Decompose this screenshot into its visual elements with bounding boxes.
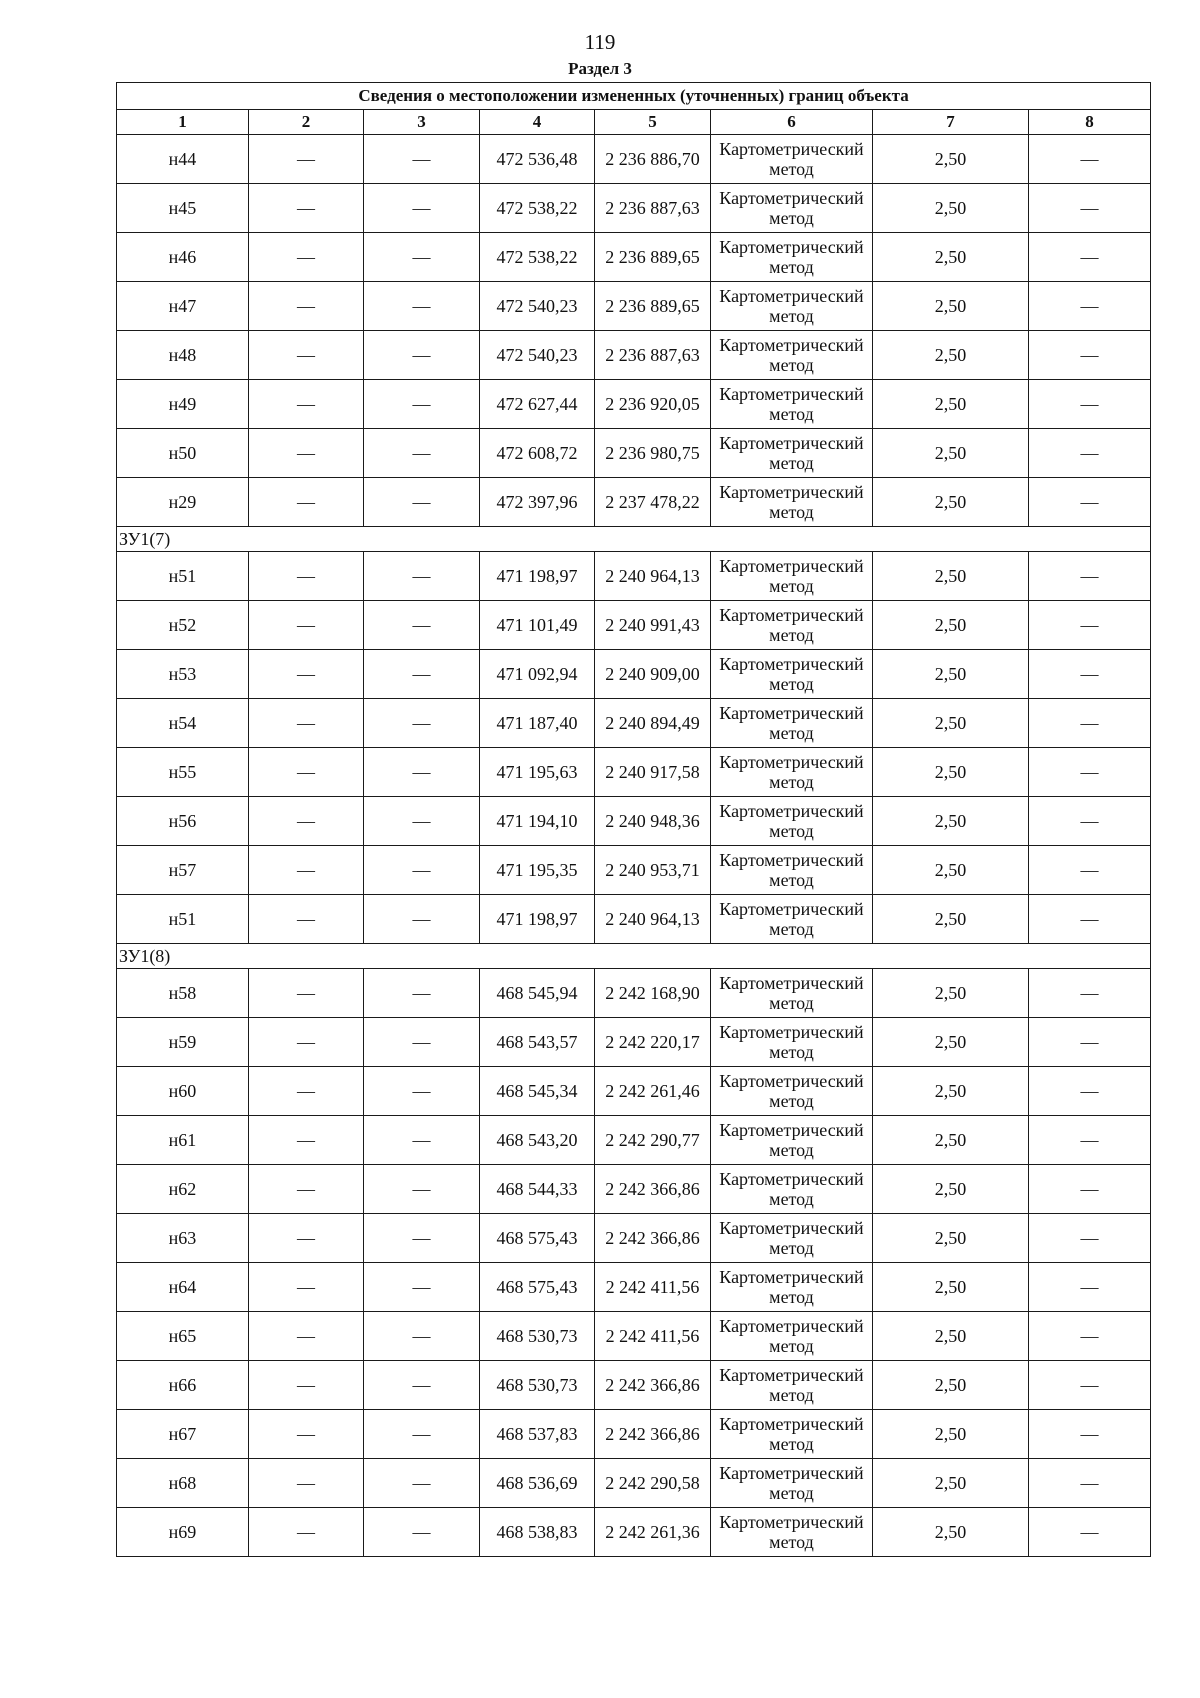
table-row [117, 699, 1151, 748]
point-id-cell: н58 [117, 969, 249, 1018]
column-2-cell: — [249, 552, 364, 601]
table-row [117, 380, 1151, 429]
x-coordinate-cell: 471 187,40 [480, 699, 595, 748]
x-coordinate-cell: 472 608,72 [480, 429, 595, 478]
column-3-cell: — [364, 1116, 480, 1165]
table-row [117, 429, 1151, 478]
method-cell: Картометрический метод [711, 1263, 873, 1312]
table-row [117, 184, 1151, 233]
table-row [117, 1312, 1151, 1361]
column-8-cell: — [1029, 797, 1151, 846]
accuracy-cell: 2,50 [873, 429, 1029, 478]
y-coordinate-cell: 2 242 411,56 [595, 1263, 711, 1312]
column-2-cell: — [249, 895, 364, 944]
y-coordinate-cell: 2 242 366,86 [595, 1361, 711, 1410]
method-cell: Картометрический метод [711, 135, 873, 184]
y-coordinate-cell: 2 236 889,65 [595, 282, 711, 331]
method-cell: Картометрический метод [711, 331, 873, 380]
point-id-cell: н44 [117, 135, 249, 184]
y-coordinate-cell: 2 242 261,46 [595, 1067, 711, 1116]
column-8-cell: — [1029, 1067, 1151, 1116]
point-id-cell: н68 [117, 1459, 249, 1508]
column-8-cell: — [1029, 1018, 1151, 1067]
page-number: 119 [584, 30, 616, 54]
accuracy-cell: 2,50 [873, 478, 1029, 527]
column-8-cell: — [1029, 184, 1151, 233]
method-cell: Картометрический метод [711, 699, 873, 748]
accuracy-cell: 2,50 [873, 895, 1029, 944]
column-2-cell: — [249, 650, 364, 699]
y-coordinate-cell: 2 237 478,22 [595, 478, 711, 527]
x-coordinate-cell: 468 575,43 [480, 1214, 595, 1263]
x-coordinate-cell: 468 575,43 [480, 1263, 595, 1312]
column-2-cell: — [249, 1508, 364, 1557]
column-2-cell: — [249, 1263, 364, 1312]
table-row [117, 1508, 1151, 1557]
x-coordinate-cell: 472 538,22 [480, 184, 595, 233]
y-coordinate-cell: 2 240 909,00 [595, 650, 711, 699]
method-cell: Картометрический метод [711, 1214, 873, 1263]
table-row [117, 1410, 1151, 1459]
column-3-cell: — [364, 748, 480, 797]
accuracy-cell: 2,50 [873, 748, 1029, 797]
point-id-cell: н63 [117, 1214, 249, 1263]
column-2-cell: — [249, 478, 364, 527]
column-2-cell: — [249, 184, 364, 233]
method-cell: Картометрический метод [711, 282, 873, 331]
x-coordinate-cell: 471 198,97 [480, 895, 595, 944]
accuracy-cell: 2,50 [873, 1312, 1029, 1361]
column-3-cell: — [364, 233, 480, 282]
column-2-cell: — [249, 1165, 364, 1214]
column-8-cell: — [1029, 1263, 1151, 1312]
accuracy-cell: 2,50 [873, 797, 1029, 846]
column-8-cell: — [1029, 380, 1151, 429]
method-cell: Картометрический метод [711, 650, 873, 699]
column-8-cell: — [1029, 429, 1151, 478]
method-cell: Картометрический метод [711, 748, 873, 797]
x-coordinate-cell: 468 543,57 [480, 1018, 595, 1067]
y-coordinate-cell: 2 242 290,77 [595, 1116, 711, 1165]
column-8-cell: — [1029, 1459, 1151, 1508]
accuracy-cell: 2,50 [873, 601, 1029, 650]
y-coordinate-cell: 2 242 366,86 [595, 1214, 711, 1263]
column-header: 3 [364, 110, 480, 135]
point-id-cell: н46 [117, 233, 249, 282]
y-coordinate-cell: 2 242 168,90 [595, 969, 711, 1018]
x-coordinate-cell: 472 627,44 [480, 380, 595, 429]
point-id-cell: н57 [117, 846, 249, 895]
table-row [117, 797, 1151, 846]
method-cell: Картометрический метод [711, 895, 873, 944]
table-row [117, 233, 1151, 282]
accuracy-cell: 2,50 [873, 846, 1029, 895]
method-cell: Картометрический метод [711, 429, 873, 478]
y-coordinate-cell: 2 240 964,13 [595, 895, 711, 944]
x-coordinate-cell: 471 195,63 [480, 748, 595, 797]
column-8-cell: — [1029, 601, 1151, 650]
point-id-cell: н67 [117, 1410, 249, 1459]
y-coordinate-cell: 2 242 290,58 [595, 1459, 711, 1508]
point-id-cell: н66 [117, 1361, 249, 1410]
table-row [117, 1116, 1151, 1165]
column-3-cell: — [364, 1410, 480, 1459]
column-2-cell: — [249, 1312, 364, 1361]
column-8-cell: — [1029, 135, 1151, 184]
column-2-cell: — [249, 846, 364, 895]
table-body [117, 135, 1151, 1557]
method-cell: Картометрический метод [711, 1361, 873, 1410]
x-coordinate-cell: 468 530,73 [480, 1312, 595, 1361]
column-3-cell: — [364, 135, 480, 184]
column-2-cell: — [249, 233, 364, 282]
point-id-cell: н60 [117, 1067, 249, 1116]
accuracy-cell: 2,50 [873, 184, 1029, 233]
accuracy-cell: 2,50 [873, 1361, 1029, 1410]
point-id-cell: н69 [117, 1508, 249, 1557]
column-2-cell: — [249, 1214, 364, 1263]
group-header-row [117, 944, 1151, 969]
x-coordinate-cell: 471 092,94 [480, 650, 595, 699]
x-coordinate-cell: 472 397,96 [480, 478, 595, 527]
x-coordinate-cell: 468 537,83 [480, 1410, 595, 1459]
accuracy-cell: 2,50 [873, 282, 1029, 331]
accuracy-cell: 2,50 [873, 1165, 1029, 1214]
column-8-cell: — [1029, 1165, 1151, 1214]
y-coordinate-cell: 2 236 889,65 [595, 233, 711, 282]
y-coordinate-cell: 2 240 991,43 [595, 601, 711, 650]
method-cell: Картометрический метод [711, 601, 873, 650]
point-id-cell: н51 [117, 895, 249, 944]
column-8-cell: — [1029, 233, 1151, 282]
column-2-cell: — [249, 601, 364, 650]
column-8-cell: — [1029, 969, 1151, 1018]
column-3-cell: — [364, 1018, 480, 1067]
table-row [117, 1263, 1151, 1312]
accuracy-cell: 2,50 [873, 331, 1029, 380]
accuracy-cell: 2,50 [873, 1459, 1029, 1508]
accuracy-cell: 2,50 [873, 1018, 1029, 1067]
y-coordinate-cell: 2 240 964,13 [595, 552, 711, 601]
x-coordinate-cell: 472 540,23 [480, 282, 595, 331]
column-3-cell: — [364, 895, 480, 944]
table-row [117, 331, 1151, 380]
column-3-cell: — [364, 699, 480, 748]
method-cell: Картометрический метод [711, 797, 873, 846]
method-cell: Картометрический метод [711, 969, 873, 1018]
column-3-cell: — [364, 969, 480, 1018]
table-row [117, 895, 1151, 944]
table-row [117, 282, 1151, 331]
table-row [117, 1214, 1151, 1263]
table-row [117, 478, 1151, 527]
method-cell: Картометрический метод [711, 478, 873, 527]
point-id-cell: н64 [117, 1263, 249, 1312]
method-cell: Картометрический метод [711, 380, 873, 429]
column-3-cell: — [364, 1067, 480, 1116]
x-coordinate-cell: 471 194,10 [480, 797, 595, 846]
column-2-cell: — [249, 699, 364, 748]
accuracy-cell: 2,50 [873, 1116, 1029, 1165]
column-2-cell: — [249, 282, 364, 331]
x-coordinate-cell: 468 545,34 [480, 1067, 595, 1116]
method-cell: Картометрический метод [711, 1165, 873, 1214]
column-header: 5 [595, 110, 711, 135]
y-coordinate-cell: 2 242 220,17 [595, 1018, 711, 1067]
method-cell: Картометрический метод [711, 1508, 873, 1557]
x-coordinate-cell: 468 545,94 [480, 969, 595, 1018]
point-id-cell: н54 [117, 699, 249, 748]
land-plot-label: ЗУ1(8) [117, 944, 1151, 969]
method-cell: Картометрический метод [711, 1018, 873, 1067]
column-2-cell: — [249, 380, 364, 429]
column-8-cell: — [1029, 282, 1151, 331]
column-3-cell: — [364, 331, 480, 380]
point-id-cell: н48 [117, 331, 249, 380]
column-8-cell: — [1029, 1508, 1151, 1557]
table-row [117, 601, 1151, 650]
accuracy-cell: 2,50 [873, 1508, 1029, 1557]
y-coordinate-cell: 2 240 953,71 [595, 846, 711, 895]
column-2-cell: — [249, 331, 364, 380]
column-3-cell: — [364, 1214, 480, 1263]
x-coordinate-cell: 468 536,69 [480, 1459, 595, 1508]
table-row [117, 748, 1151, 797]
x-coordinate-cell: 468 538,83 [480, 1508, 595, 1557]
table-row [117, 846, 1151, 895]
method-cell: Картометрический метод [711, 184, 873, 233]
column-header: 6 [711, 110, 873, 135]
method-cell: Картометрический метод [711, 1067, 873, 1116]
x-coordinate-cell: 471 198,97 [480, 552, 595, 601]
y-coordinate-cell: 2 242 366,86 [595, 1410, 711, 1459]
section-title: Раздел 3 [568, 59, 632, 78]
x-coordinate-cell: 468 543,20 [480, 1116, 595, 1165]
y-coordinate-cell: 2 236 887,63 [595, 184, 711, 233]
column-8-cell: — [1029, 1361, 1151, 1410]
y-coordinate-cell: 2 236 887,63 [595, 331, 711, 380]
x-coordinate-cell: 472 536,48 [480, 135, 595, 184]
boundary-coordinates-table [116, 82, 1151, 1557]
column-3-cell: — [364, 552, 480, 601]
y-coordinate-cell: 2 242 411,56 [595, 1312, 711, 1361]
table-row [117, 1165, 1151, 1214]
accuracy-cell: 2,50 [873, 1263, 1029, 1312]
column-3-cell: — [364, 429, 480, 478]
land-plot-label: ЗУ1(7) [117, 527, 1151, 552]
accuracy-cell: 2,50 [873, 233, 1029, 282]
method-cell: Картометрический метод [711, 1116, 873, 1165]
point-id-cell: н45 [117, 184, 249, 233]
x-coordinate-cell: 472 540,23 [480, 331, 595, 380]
column-2-cell: — [249, 797, 364, 846]
table-row [117, 552, 1151, 601]
point-id-cell: н49 [117, 380, 249, 429]
point-id-cell: н62 [117, 1165, 249, 1214]
column-3-cell: — [364, 797, 480, 846]
column-2-cell: — [249, 1410, 364, 1459]
column-8-cell: — [1029, 478, 1151, 527]
column-8-cell: — [1029, 699, 1151, 748]
method-cell: Картометрический метод [711, 1410, 873, 1459]
column-3-cell: — [364, 282, 480, 331]
accuracy-cell: 2,50 [873, 135, 1029, 184]
column-3-cell: — [364, 1312, 480, 1361]
method-cell: Картометрический метод [711, 552, 873, 601]
accuracy-cell: 2,50 [873, 1214, 1029, 1263]
y-coordinate-cell: 2 240 894,49 [595, 699, 711, 748]
method-cell: Картометрический метод [711, 1459, 873, 1508]
accuracy-cell: 2,50 [873, 1410, 1029, 1459]
table-row [117, 650, 1151, 699]
column-3-cell: — [364, 184, 480, 233]
column-2-cell: — [249, 135, 364, 184]
point-id-cell: н51 [117, 552, 249, 601]
column-8-cell: — [1029, 895, 1151, 944]
column-header: 8 [1029, 110, 1151, 135]
point-id-cell: н61 [117, 1116, 249, 1165]
point-id-cell: н59 [117, 1018, 249, 1067]
column-2-cell: — [249, 1459, 364, 1508]
column-8-cell: — [1029, 1410, 1151, 1459]
column-3-cell: — [364, 1361, 480, 1410]
table-row [117, 969, 1151, 1018]
table-caption: Сведения о местоположении измененных (уточненных) границ объекта [117, 83, 1151, 110]
table-header-row [117, 110, 1151, 135]
table-row [117, 1361, 1151, 1410]
column-3-cell: — [364, 478, 480, 527]
accuracy-cell: 2,50 [873, 1067, 1029, 1116]
x-coordinate-cell: 471 195,35 [480, 846, 595, 895]
column-3-cell: — [364, 650, 480, 699]
point-id-cell: н47 [117, 282, 249, 331]
point-id-cell: н29 [117, 478, 249, 527]
column-3-cell: — [364, 846, 480, 895]
column-2-cell: — [249, 1067, 364, 1116]
table-row [117, 135, 1151, 184]
accuracy-cell: 2,50 [873, 380, 1029, 429]
table-row [117, 1459, 1151, 1508]
table-row [117, 1067, 1151, 1116]
column-2-cell: — [249, 748, 364, 797]
y-coordinate-cell: 2 236 886,70 [595, 135, 711, 184]
y-coordinate-cell: 2 240 917,58 [595, 748, 711, 797]
y-coordinate-cell: 2 242 366,86 [595, 1165, 711, 1214]
column-8-cell: — [1029, 331, 1151, 380]
column-8-cell: — [1029, 650, 1151, 699]
column-2-cell: — [249, 1361, 364, 1410]
method-cell: Картометрический метод [711, 1312, 873, 1361]
column-8-cell: — [1029, 748, 1151, 797]
column-header: 4 [480, 110, 595, 135]
column-2-cell: — [249, 1018, 364, 1067]
y-coordinate-cell: 2 242 261,36 [595, 1508, 711, 1557]
column-2-cell: — [249, 429, 364, 478]
y-coordinate-cell: 2 236 920,05 [595, 380, 711, 429]
x-coordinate-cell: 468 530,73 [480, 1361, 595, 1410]
column-header: 1 [117, 110, 249, 135]
column-3-cell: — [364, 1165, 480, 1214]
point-id-cell: н52 [117, 601, 249, 650]
point-id-cell: н65 [117, 1312, 249, 1361]
column-8-cell: — [1029, 1214, 1151, 1263]
column-8-cell: — [1029, 846, 1151, 895]
accuracy-cell: 2,50 [873, 969, 1029, 1018]
point-id-cell: н55 [117, 748, 249, 797]
method-cell: Картометрический метод [711, 233, 873, 282]
column-3-cell: — [364, 601, 480, 650]
column-3-cell: — [364, 1459, 480, 1508]
column-header: 2 [249, 110, 364, 135]
column-2-cell: — [249, 1116, 364, 1165]
column-2-cell: — [249, 969, 364, 1018]
accuracy-cell: 2,50 [873, 650, 1029, 699]
point-id-cell: н53 [117, 650, 249, 699]
table-row [117, 1018, 1151, 1067]
column-8-cell: — [1029, 1116, 1151, 1165]
group-header-row [117, 527, 1151, 552]
column-3-cell: — [364, 1508, 480, 1557]
column-3-cell: — [364, 380, 480, 429]
accuracy-cell: 2,50 [873, 699, 1029, 748]
point-id-cell: н56 [117, 797, 249, 846]
point-id-cell: н50 [117, 429, 249, 478]
y-coordinate-cell: 2 236 980,75 [595, 429, 711, 478]
table-caption-row [117, 83, 1151, 110]
method-cell: Картометрический метод [711, 846, 873, 895]
column-header: 7 [873, 110, 1029, 135]
x-coordinate-cell: 472 538,22 [480, 233, 595, 282]
x-coordinate-cell: 471 101,49 [480, 601, 595, 650]
accuracy-cell: 2,50 [873, 552, 1029, 601]
column-3-cell: — [364, 1263, 480, 1312]
y-coordinate-cell: 2 240 948,36 [595, 797, 711, 846]
x-coordinate-cell: 468 544,33 [480, 1165, 595, 1214]
column-8-cell: — [1029, 1312, 1151, 1361]
column-8-cell: — [1029, 552, 1151, 601]
